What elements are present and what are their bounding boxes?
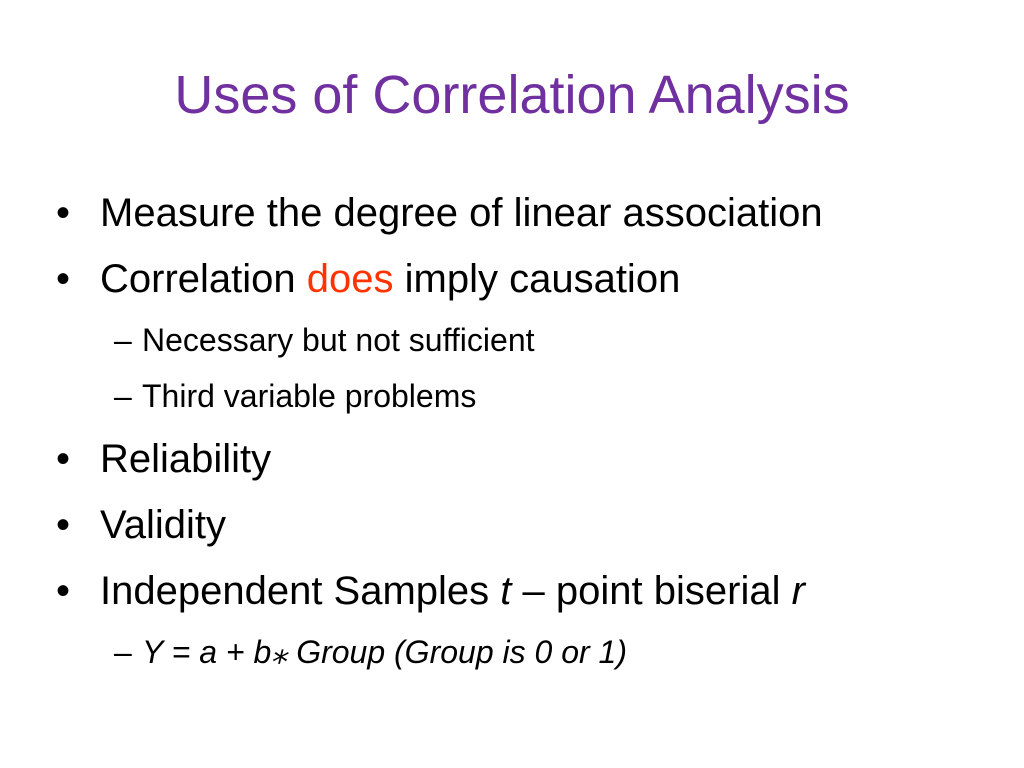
bullet-text-before: Correlation xyxy=(100,257,307,301)
bullet-text-before: Independent Samples xyxy=(100,569,501,613)
dash-glyph: – xyxy=(114,634,132,670)
bullet-item xyxy=(56,498,996,553)
sub-bullet-item xyxy=(56,630,996,674)
highlight-text: does xyxy=(306,257,394,301)
bullet-item xyxy=(56,564,996,619)
bullet-text: Validity xyxy=(100,503,226,547)
sub-bullet-text: Necessary but not sufficient xyxy=(142,322,535,358)
sub-bullet-text: Third variable problems xyxy=(142,378,477,414)
bullet-text: Measure the degree of linear association xyxy=(100,191,823,235)
bullet-list xyxy=(56,186,996,686)
bullet-glyph: • xyxy=(56,437,71,481)
bullet-item xyxy=(56,432,996,487)
sub-bullet-item xyxy=(56,374,996,418)
italic-r: r xyxy=(791,569,805,613)
bullet-text-middle: – point biserial xyxy=(511,569,792,613)
bullet-glyph: • xyxy=(56,191,71,235)
bullet-item xyxy=(56,186,996,241)
bullet-glyph: • xyxy=(56,503,71,547)
formula-text: Y = a + b⁎ Group (Group is 0 or 1) xyxy=(142,634,627,670)
bullet-text-after: imply causation xyxy=(393,257,681,301)
dash-glyph: – xyxy=(114,378,132,414)
bullet-item xyxy=(56,252,996,307)
bullet-text: Reliability xyxy=(100,437,272,481)
bullet-glyph: • xyxy=(56,569,71,613)
slide-title: Uses of Correlation Analysis xyxy=(174,65,850,125)
sub-bullet-item xyxy=(56,318,996,362)
bullet-glyph: • xyxy=(56,257,71,301)
dash-glyph: – xyxy=(114,322,132,358)
italic-t: t xyxy=(500,569,512,613)
